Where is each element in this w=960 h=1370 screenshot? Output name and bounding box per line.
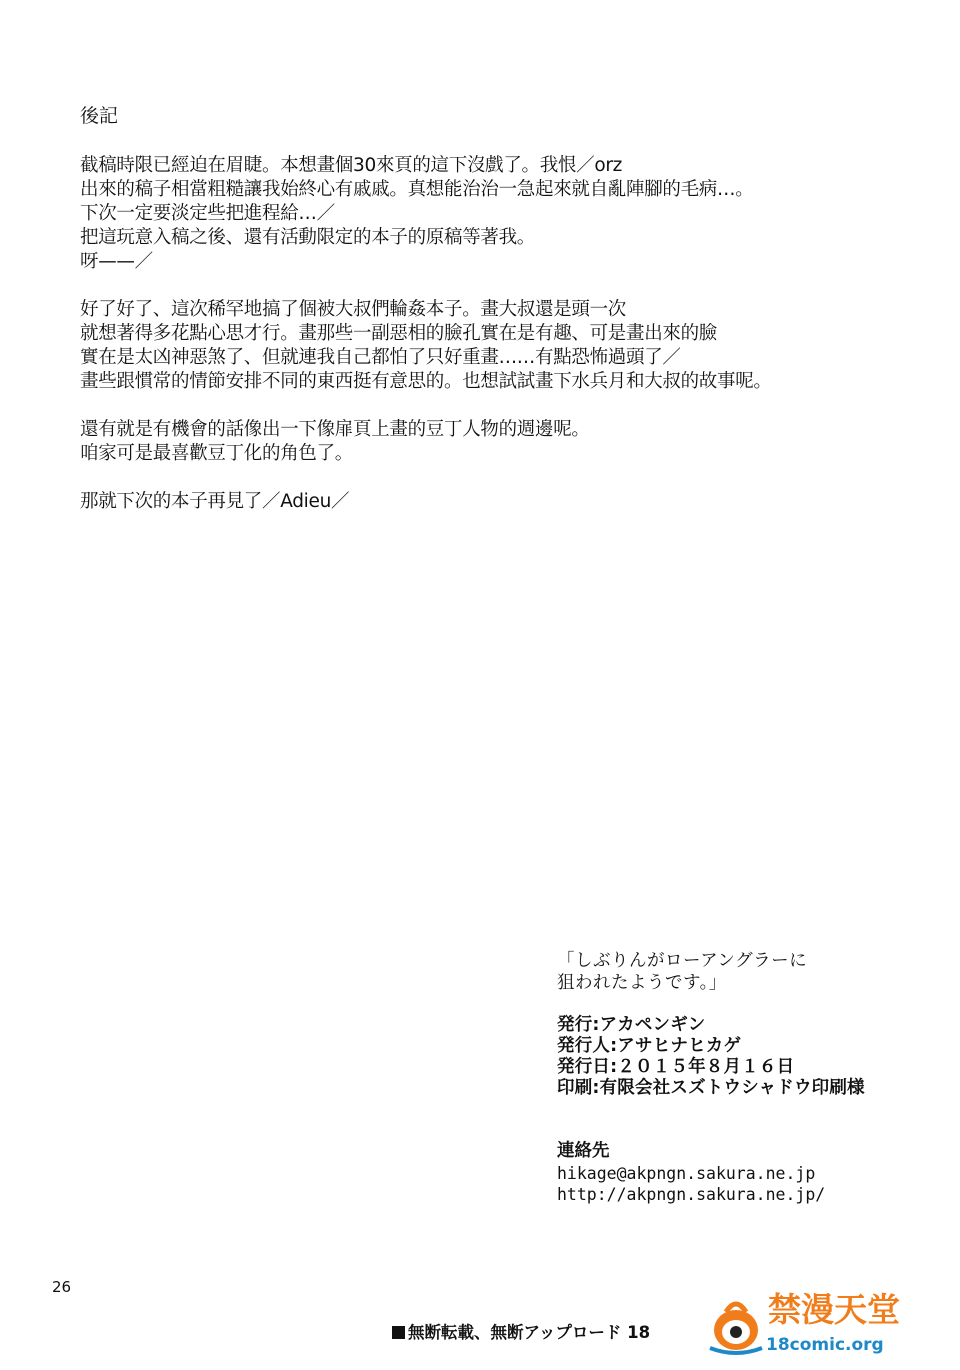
book-title-line: 「しぶりんがローアングラーに [557, 951, 808, 971]
watermark-site: 18comic.org [766, 1335, 884, 1355]
afterword-paragraph [80, 490, 940, 514]
text-line: 呀——／ [80, 251, 153, 272]
publisher: 発行:アカペンギン [557, 1015, 706, 1035]
text-line: 實在是太凶神惡煞了、但就連我自己都怕了只好重畫……有點恐怖過頭了／ [80, 347, 681, 368]
text-line: 下次一定要淡定些把進程給…／ [80, 203, 335, 224]
afterword [80, 104, 940, 538]
mascot-icon [706, 1292, 766, 1356]
text-line: 截稿時限已經迫在眉睫。本想畫個30來頁的這下沒戲了。我恨／orz [80, 155, 623, 176]
watermark-logo [706, 1284, 926, 1364]
afterword-paragraph [80, 154, 940, 274]
text-line: 就想著得多花點心思才行。畫那些一副惡相的臉孔實在是有趣、可是畫出來的臉 [80, 323, 718, 344]
text-line: 畫些跟慣常的情節安排不同的東西挺有意思的。也想試試畫下水兵月和大叔的故事呢。 [80, 371, 772, 392]
text-line: 把這玩意入稿之後、還有活動限定的本子的原稿等著我。 [80, 227, 536, 248]
text-line: 還有就是有機會的話像出一下像扉頁上畫的豆丁人物的週邊呢。 [80, 419, 590, 440]
colophon [557, 950, 937, 1205]
square-bullet-icon [392, 1326, 405, 1339]
book-title-line: 狙われたようです。」 [557, 973, 727, 993]
footer-notice-text: 無断転載、無断アップロード 18 [408, 1323, 651, 1342]
contact-heading: 連絡先 [557, 1141, 610, 1161]
afterword-paragraph [80, 418, 940, 466]
footer-notice [389, 1322, 650, 1344]
afterword-paragraph [80, 298, 940, 394]
contact-info [557, 1140, 937, 1205]
text-line: 好了好了、這次稀罕地搞了個被大叔們輪姦本子。畫大叔還是頭一次 [80, 299, 627, 320]
text-line: 那就下次的本子再見了／Adieu／ [80, 491, 350, 512]
text-line: 咱家可是最喜歡豆丁化的角色了。 [80, 443, 354, 464]
contact-email: hikage@akpngn.sakura.ne.jp [557, 1164, 816, 1183]
afterword-heading: 後記 [80, 105, 119, 127]
publisher-person: 発行人:アサヒナヒカゲ [557, 1036, 742, 1056]
text-line: 出來的稿子相當粗糙讓我始終心有戚戚。真想能治治一急起來就自亂陣腳的毛病…。 [80, 179, 754, 200]
printer: 印刷:有限会社スズトウシャドウ印刷様 [557, 1078, 865, 1098]
page-number: 26 [52, 1278, 72, 1296]
contact-url: http://akpngn.sakura.ne.jp/ [557, 1185, 826, 1204]
watermark-title: 禁漫天堂 [768, 1290, 900, 1329]
publication-date: 発行日:２０１５年８月１６日 [557, 1057, 795, 1077]
publication-info [557, 1015, 937, 1099]
